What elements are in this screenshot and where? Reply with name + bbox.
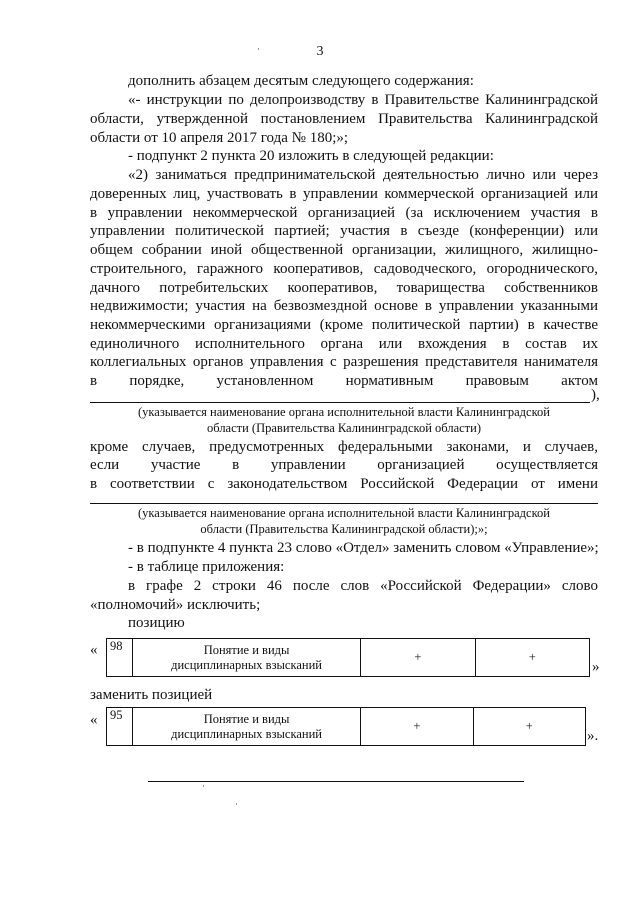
- paragraph-line: недвижимости; участия на безвозмездной основе в управлении указанными: [90, 298, 598, 314]
- paragraph-line: управлении политической партией; участия в съезде (конференции) или: [90, 223, 598, 239]
- paragraph-line: заменить позицией: [90, 687, 213, 703]
- table-cell-plus: +: [361, 639, 475, 677]
- table-cell-text: [132, 708, 360, 746]
- open-quote: «: [90, 642, 98, 658]
- footnote-caption: области (Правительства Калининградской области);»;: [200, 522, 488, 536]
- paragraph-line: области от 10 апреля 2017 года № 180;»;: [90, 130, 349, 146]
- scan-speck: [203, 785, 204, 787]
- table-cell-text-line: дисциплинарных взысканий: [171, 726, 322, 741]
- paragraph-line: - в подпункте 4 пункта 23 слово «Отдел» заменить словом «Управление»;: [128, 540, 599, 556]
- footnote-caption: (указывается наименование органа исполнительной власти Калининградской: [138, 405, 550, 419]
- paragraph-line: «2) заниматься предпринимательской деятельностью лично или через: [128, 167, 598, 183]
- paragraph-line: ),: [591, 387, 600, 403]
- footnote-caption: области (Правительства Калининградской области): [207, 421, 481, 435]
- paragraph-line: дополнить абзацем десятым следующего содержания:: [128, 73, 474, 89]
- table-cell-plus: +: [475, 639, 589, 677]
- scan-speck: [236, 803, 237, 805]
- page-number: 3: [316, 44, 324, 59]
- paragraph-line: общем собрании иной общественной организации, жилищного, жилищно-: [90, 242, 598, 258]
- position-table-new: [106, 707, 586, 746]
- paragraph-line: некоммерческими организациями (кроме политической партии) в качестве: [90, 317, 598, 333]
- paragraph-line: дачного потребительских кооперативов, товарищества собственников: [90, 280, 598, 296]
- paragraph-line: в графе 2 строки 46 после слов «Российской Федерации» слово: [128, 578, 598, 594]
- position-table-old: [106, 638, 590, 677]
- table-cell-number: 95: [107, 708, 133, 746]
- paragraph-line: области, утвержденной постановлением Правительства Калининградской: [90, 111, 598, 127]
- paragraph-line: позицию: [128, 615, 185, 631]
- paragraph-line: если участие в управлении организацией осуществляется: [90, 457, 598, 473]
- closing-rule: [148, 781, 524, 782]
- paragraph-line: строительного, гаражного кооперативов, садоводческого, огороднического,: [90, 261, 598, 277]
- fill-in-line: [90, 402, 590, 403]
- table-cell-text-line: Понятие и виды: [203, 711, 290, 726]
- paragraph-line: «полномочий» исключить;: [90, 597, 261, 613]
- paragraph-line: единоличного исполнительного органа или вхождения в состав их: [90, 336, 598, 352]
- table-cell-number: 98: [107, 639, 133, 677]
- paragraph-line: - в таблице приложения:: [128, 559, 285, 575]
- close-quote: ».: [587, 728, 599, 744]
- table-cell-plus: +: [473, 708, 585, 746]
- table-cell-plus: +: [361, 708, 473, 746]
- paragraph-line: - подпункт 2 пункта 20 изложить в следующей редакции:: [128, 148, 494, 164]
- paragraph-line: в соответствии с законодательством Российской Федерации от имени: [90, 476, 598, 492]
- table-cell-text-line: Понятие и виды: [203, 642, 290, 657]
- table-cell-text-line: дисциплинарных взысканий: [171, 657, 322, 672]
- paragraph-line: в управлении некоммерческой организацией (за исключением участия в: [90, 205, 598, 221]
- paragraph-line: доверенных лиц, участвовать в управлении коммерческой организацией или: [90, 186, 598, 202]
- open-quote: «: [90, 712, 98, 728]
- paragraph-line: кроме случаев, предусмотренных федеральными законами, и случаев,: [90, 439, 598, 455]
- scan-speck: [258, 48, 259, 50]
- footnote-caption: (указывается наименование органа исполнительной власти Калининградской: [138, 506, 550, 520]
- fill-in-line: [90, 503, 598, 504]
- close-quote: »: [592, 659, 600, 675]
- paragraph-line: коллегиальных органов управления с разрешения представителя нанимателя: [90, 354, 598, 370]
- table-cell-text: [132, 639, 360, 677]
- paragraph-line: «- инструкции по делопроизводству в Правительстве Калининградской: [128, 92, 598, 108]
- paragraph-line: в порядке, установленном нормативным правовым актом: [90, 373, 598, 389]
